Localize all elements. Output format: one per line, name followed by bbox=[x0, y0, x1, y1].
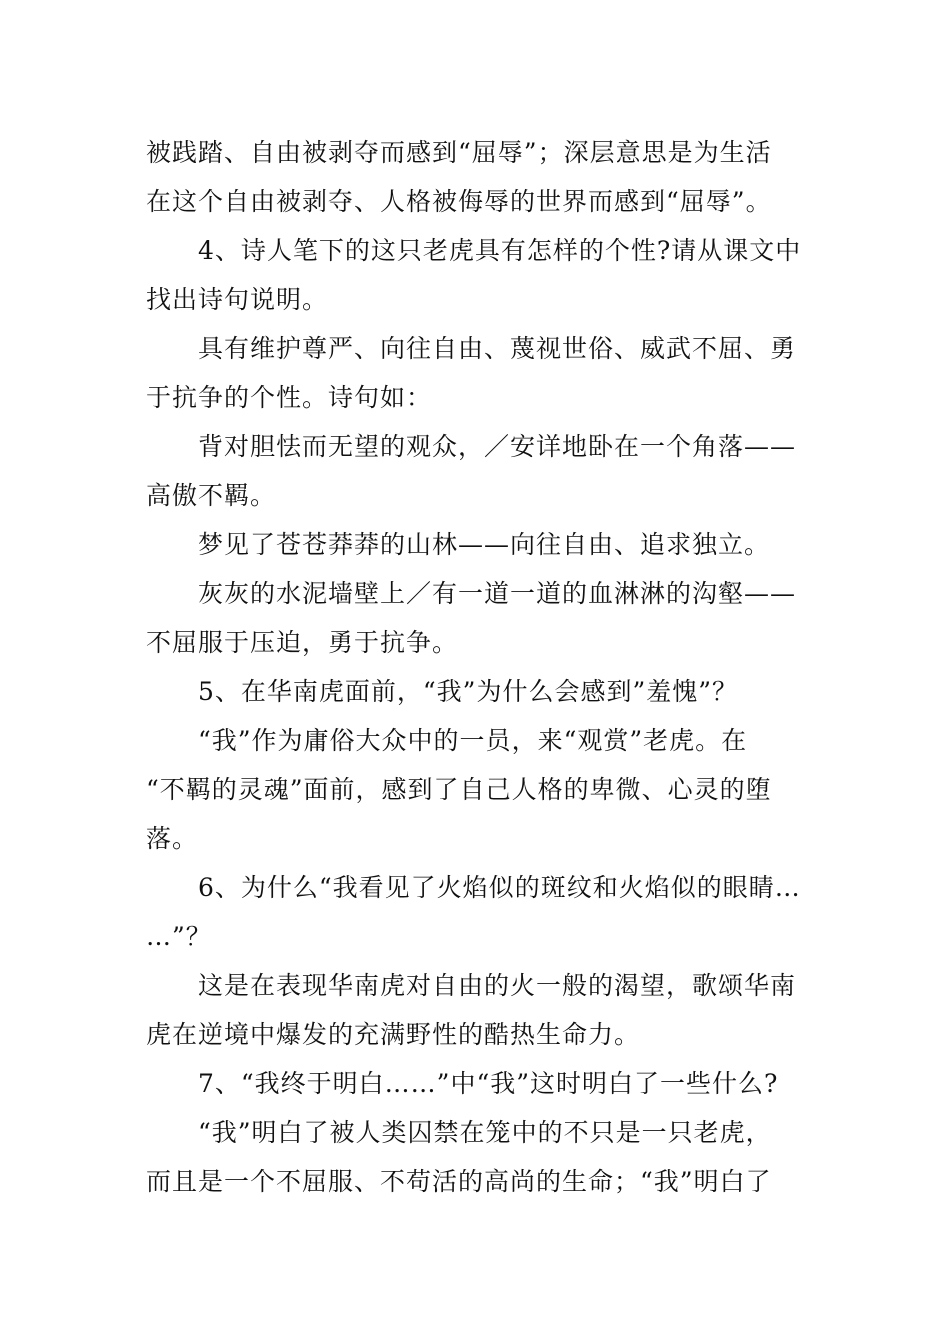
answer-4: 具有维护尊严、向往自由、蔑视世俗、威武不屈、勇 bbox=[198, 334, 797, 363]
text-line: 落。 bbox=[146, 824, 199, 853]
answer-7: “我”明白了被人类囚禁在笼中的不只是一只老虎， bbox=[198, 1118, 772, 1147]
poem-quote-3: 灰灰的水泥墙壁上／有一道一道的血淋淋的沟壑—— bbox=[198, 579, 797, 608]
question-6: 6、为什么“我看见了火焰似的斑纹和火焰似的眼睛… bbox=[198, 873, 801, 902]
text-line: 找出诗句说明。 bbox=[146, 285, 329, 314]
poem-quote-2: 梦见了苍苍莽莽的山林——向往自由、追求独立。 bbox=[198, 530, 771, 559]
text-line: 高傲不羁。 bbox=[146, 481, 277, 510]
question-4: 4、诗人笔下的这只老虎具有怎样的个性?请从课文中 bbox=[198, 236, 802, 265]
text-line: 虎在逆境中爆发的充满野性的酷热生命力。 bbox=[146, 1020, 641, 1049]
question-5: 5、在华南虎面前，“我”为什么会感到”羞愧”？ bbox=[198, 677, 739, 706]
answer-6: 这是在表现华南虎对自由的火一般的渴望，歌颂华南 bbox=[198, 971, 797, 1000]
text-line: “不羁的灵魂”面前，感到了自己人格的卑微、心灵的堕 bbox=[146, 775, 772, 804]
document-page bbox=[146, 128, 811, 1206]
text-line: 不屈服于压迫，勇于抗争。 bbox=[146, 628, 459, 657]
poem-quote-1: 背对胆怯而无望的观众，／安详地卧在一个角落—— bbox=[198, 432, 797, 461]
text-line: …”？ bbox=[146, 922, 212, 951]
text-line: 被践踏、自由被剥夺而感到“屈辱”；深层意思是为生活 bbox=[146, 138, 772, 167]
text-line: 在这个自由被剥夺、人格被侮辱的世界而感到“屈辱”。 bbox=[146, 187, 772, 216]
text-line: 于抗争的个性。诗句如： bbox=[146, 383, 433, 412]
text-line: 而且是一个不屈服、不苟活的高尚的生命；“我”明白了 bbox=[146, 1167, 772, 1196]
answer-5: “我”作为庸俗大众中的一员，来“观赏”老虎。在 bbox=[198, 726, 748, 755]
question-7: 7、“我终于明白……”中“我”这时明白了一些什么? bbox=[198, 1069, 779, 1098]
